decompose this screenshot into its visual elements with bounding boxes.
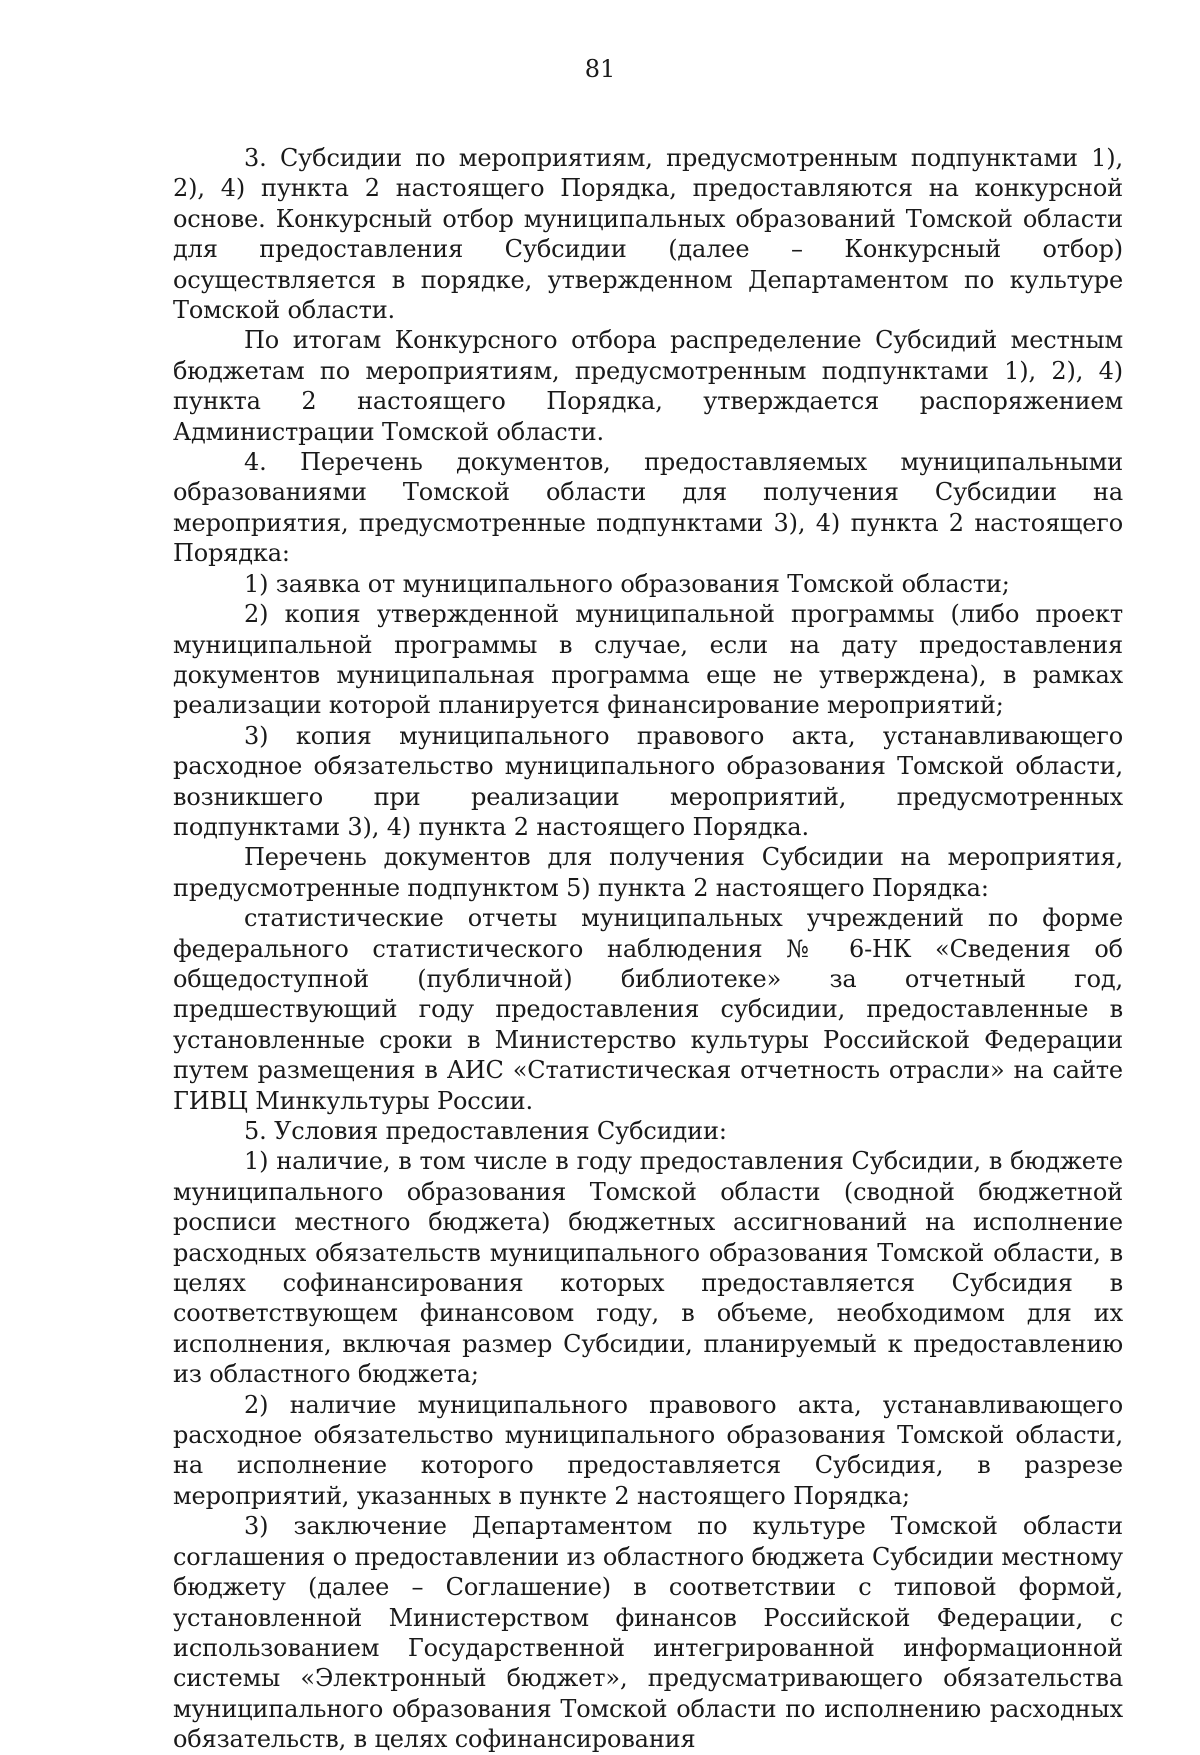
paragraph-condition-2-pravovoy-akt: 2) наличие муниципального правового акта, устанавливающего расходное обязательство муниципального образования Томской области, на исполнение которого предоставляется Субсидия, в разрезе мероприятий, указанных в пункте 2 настоящего Порядка;: [173, 1390, 1123, 1510]
paragraph-item-4-perechen: 4. Перечень документов, предоставляемых муниципальными образованиями Томской области для получения Субсидии на мероприятия, предусмотренные подпунктами 3), 4) пункта 2 настоящего Порядка:: [173, 448, 1123, 568]
paragraph-subitem-2-programma: 2) копия утвержденной муниципальной программы (либо проект муниципальной программы в случае, если на дату предоставления документов муниципальная программа еще не утверждена), в рамках реализации которой планируется финансирование мероприятий;: [173, 600, 1123, 720]
page-number: 81: [584, 55, 616, 83]
paragraph-item-3-konkursnaya-osnova: 3. Субсидии по мероприятиям, предусмотренным подпунктами 1), 2), 4) пункта 2 настоящего Порядка, предоставляются на конкурсной основе. Конкурсный отбор муниципальных образований Томской области для предоставления Субсидии (далее – Конкурсный отбор) осуществляется в порядке, утвержденном Департаментом по культуре Томской области.: [173, 144, 1123, 325]
document-body: [173, 143, 1123, 1755]
paragraph-condition-1-byudzhet: 1) наличие, в том числе в году предоставления Субсидии, в бюджете муниципального образования Томской области (сводной бюджетной росписи местного бюджета) бюджетных ассигнований на исполнение расходных обязательств муниципального образования Томской области, в целях софинансирования которых предоставляется Субсидия в соответствующем финансовом году, в объеме, необходимом для их исполнения, включая размер Субсидии, планируемый к предоставлению из областного бюджета;: [173, 1147, 1123, 1389]
paragraph-subitem-1-zayavka: 1) заявка от муниципального образования Томской области;: [244, 569, 1010, 598]
paragraph-item-5-usloviya: 5. Условия предоставления Субсидии:: [244, 1117, 727, 1145]
paragraph-statisticheskie-otchety: статистические отчеты муниципальных учреждений по форме федерального статистического наблюдения № 6-НК «Сведения об общедоступной (публичной) библиотеке» за отчетный год, предшествующий году предоставления субсидии, предоставленные в установленные сроки в Министерство культуры Российской Федерации путем размещения в АИС «Статистическая отчетность отрасли» на сайте ГИВЦ Минкультуры России.: [173, 904, 1123, 1115]
paragraph-perechen-podpunkt-5: Перечень документов для получения Субсидии на мероприятия, предусмотренные подпунктом 5) пункта 2 настоящего Порядка:: [173, 843, 1123, 902]
paragraph-itogi-otbora: По итогам Конкурсного отбора распределение Субсидий местным бюджетам по мероприятиям, предусмотренным подпунктами 1), 2), 4) пункта 2 настоящего Порядка, утверждается распоряжением Администрации Томской области.: [173, 326, 1123, 446]
paragraph-subitem-3-pravovoy-akt: 3) копия муниципального правового акта, устанавливающего расходное обязательство муниципального образования Томской области, возникшего при реализации мероприятий, предусмотренных подпунктами 3), 4) пункта 2 настоящего Порядка.: [173, 721, 1123, 841]
paragraph-condition-3-soglashenie: 3) заключение Департаментом по культуре Томской области соглашения о предоставлении из областного бюджета Субсидии местному бюджету (далее – Соглашение) в соответствии с типовой формой, установленной Министерством финансов Российской Федерации, с использованием Государственной интегрированной информационной системы «Электронный бюджет», предусматривающего обязательства муниципального образования Томской области по исполнению расходных обязательств, в целях софинансирования: [173, 1512, 1123, 1754]
